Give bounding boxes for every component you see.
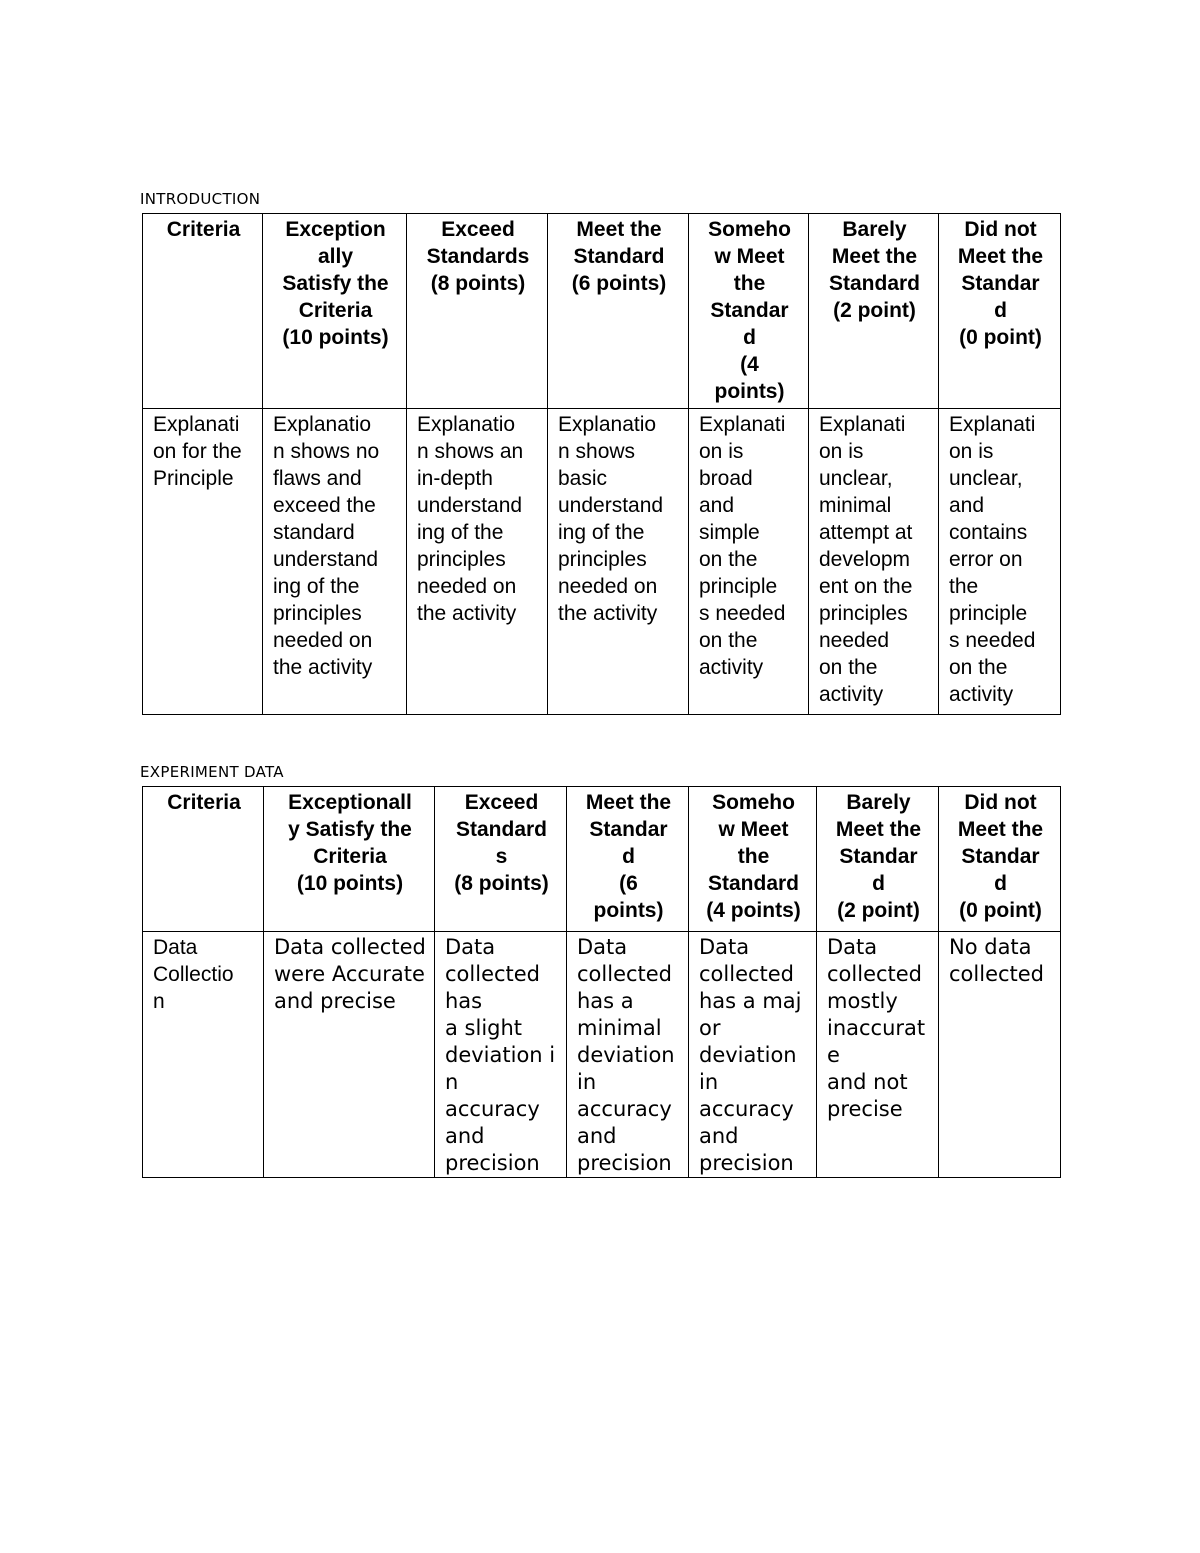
cell-text-line: broad — [699, 467, 753, 490]
cell-text-line: on the — [699, 548, 758, 571]
cell-text-line: Explanatio — [417, 413, 516, 436]
cell-text-line: and — [949, 494, 985, 517]
cell-text-line: unclear, — [949, 467, 1023, 490]
cell-text-line: Explanatio — [273, 413, 372, 436]
header-cell — [939, 787, 1061, 932]
cell-text-line: n shows — [558, 440, 636, 463]
cell-text-line: principle — [949, 602, 1028, 625]
cell-text-line: on is — [949, 440, 994, 463]
cell-text-line: Data — [153, 936, 198, 959]
cell-text-line: Meet the — [585, 791, 672, 814]
cell-text-line: collected — [949, 962, 1045, 986]
header-cell — [939, 214, 1061, 409]
cell-text-line: Data — [699, 935, 750, 959]
cell-text-line: n — [153, 990, 165, 1013]
table-cell — [264, 932, 435, 1178]
cell-text-line: needed on — [273, 629, 373, 652]
experiment-data-rubric-table — [142, 786, 1061, 1178]
cell-text-line: Explanati — [819, 413, 906, 436]
cell-text-line: needed — [819, 629, 890, 652]
table-cell — [435, 932, 567, 1178]
cell-text-line: Collectio — [153, 963, 234, 986]
cell-text-line: activity — [949, 683, 1014, 706]
cell-text-line: accuracy — [699, 1097, 794, 1121]
cell-text-line: and — [577, 1124, 617, 1148]
cell-text-line: (2 point) — [837, 899, 920, 922]
cell-text-line: on the — [819, 656, 878, 679]
cell-text-line: Satisfy the — [282, 272, 389, 295]
experiment-header-row — [143, 787, 1061, 932]
cell-text-line: Principle — [153, 467, 234, 490]
cell-text-line: mostly — [827, 989, 898, 1013]
cell-text-line: and not — [827, 1070, 908, 1094]
cell-text-line: understand — [273, 548, 379, 571]
cell-text-line: collected — [827, 962, 923, 986]
cell-text-line: on the — [699, 629, 758, 652]
cell-text-line: ally — [317, 245, 354, 268]
table-cell — [939, 409, 1061, 715]
cell-text-line: on is — [699, 440, 744, 463]
cell-text-line: and precise — [274, 989, 396, 1013]
cell-text-line: needed on — [558, 575, 658, 598]
cell-text-line: ing of the — [558, 521, 645, 544]
cell-text-line: simple — [699, 521, 760, 544]
cell-text-line: activity — [699, 656, 764, 679]
cell-text-line: activity — [819, 683, 884, 706]
cell-text-line: Did not — [964, 218, 1037, 241]
cell-text-line: understand — [417, 494, 523, 517]
cell-text-line: Explanatio — [558, 413, 657, 436]
cell-text-line: (10 points) — [282, 326, 389, 349]
cell-text-line: has a major — [699, 989, 802, 1040]
table-cell — [407, 409, 548, 715]
cell-text-line: Standar — [710, 299, 789, 322]
cell-text-line: Standar — [589, 818, 668, 841]
cell-text-line: principles — [417, 548, 506, 571]
cell-text-line: Meet the — [957, 245, 1044, 268]
cell-text-line: n shows no — [273, 440, 380, 463]
header-cell — [689, 787, 817, 932]
cell-text-line: principle — [699, 575, 778, 598]
cell-text-line: collected — [699, 962, 795, 986]
cell-text-line: Explanati — [949, 413, 1036, 436]
cell-text-line: Data — [577, 935, 628, 959]
cell-text-line: Barely — [846, 791, 911, 814]
cell-text-line: ing of the — [273, 575, 360, 598]
cell-text-line: Standard — [573, 245, 665, 268]
header-cell — [264, 787, 435, 932]
cell-text-line: Someho — [708, 218, 791, 241]
cell-text-line: has a — [577, 989, 634, 1013]
cell-text-line: attempt at — [819, 521, 913, 544]
cell-text-line: (6 — [619, 872, 638, 895]
table-cell — [817, 932, 939, 1178]
criteria-cell — [143, 932, 264, 1178]
cell-text-line: (8 points) — [454, 872, 549, 895]
cell-text-line: y Satisfy the — [288, 818, 412, 841]
cell-text-line: basic — [558, 467, 608, 490]
cell-text-line: (6 points) — [571, 272, 667, 295]
cell-text-line: s needed — [699, 602, 786, 625]
cell-text-line: s — [495, 845, 508, 868]
cell-text-line: Standard — [707, 872, 799, 895]
cell-text-line: on for the — [153, 440, 242, 463]
cell-text-line: d — [872, 872, 885, 895]
cell-text-line: on the — [949, 656, 1008, 679]
cell-text-line: the activity — [273, 656, 373, 679]
cell-text-line: Barely — [842, 218, 907, 241]
cell-text-line: collected — [577, 962, 673, 986]
header-cell — [263, 214, 407, 409]
cell-text-line: (2 point) — [833, 299, 916, 322]
cell-text-line: deviation in — [577, 1043, 675, 1094]
cell-text-line: deviation in — [699, 1043, 797, 1094]
header-cell — [407, 214, 548, 409]
cell-text-line: inaccurate — [827, 1016, 926, 1067]
header-cell — [809, 214, 939, 409]
cell-text-line: and — [699, 1124, 739, 1148]
cell-text-line: d — [994, 299, 1007, 322]
cell-text-line: (4 points) — [706, 899, 801, 922]
cell-text-line: and — [699, 494, 735, 517]
header-cell — [548, 214, 689, 409]
cell-text-line: understand — [558, 494, 664, 517]
cell-text-line: principles — [273, 602, 362, 625]
cell-text-line: accuracy — [577, 1097, 672, 1121]
cell-text-line: (8 points) — [430, 272, 526, 295]
cell-text-line: Explanati — [153, 413, 240, 436]
cell-text-line: the — [737, 845, 770, 868]
cell-text-line: Exceed — [441, 218, 515, 241]
cell-text-line: Standards — [426, 245, 530, 268]
cell-text-line: the activity — [417, 602, 517, 625]
table-cell — [689, 932, 817, 1178]
table-cell — [263, 409, 407, 715]
cell-text-line: Criteria — [166, 218, 241, 241]
cell-text-line: Explanati — [699, 413, 786, 436]
cell-text-line: error on — [949, 548, 1023, 571]
cell-text-line: minimal — [819, 494, 892, 517]
header-cell — [143, 787, 264, 932]
header-cell — [143, 214, 263, 409]
cell-text-line: d — [743, 326, 756, 349]
introduction-section-title: INTRODUCTION — [140, 190, 261, 208]
table-row — [143, 409, 1061, 715]
cell-text-line: were Accurate — [274, 962, 425, 986]
cell-text-line: Exceed — [464, 791, 539, 814]
table-row — [143, 932, 1061, 1178]
cell-text-line: Someho — [712, 791, 795, 814]
cell-text-line: (4 — [740, 353, 759, 376]
cell-text-line: flaws and — [273, 467, 362, 490]
cell-text-line: Meet the — [831, 245, 918, 268]
table-cell — [567, 932, 689, 1178]
cell-text-line: Meet the — [957, 818, 1044, 841]
introduction-rubric-table — [142, 213, 1061, 715]
cell-text-line: a slight — [445, 1016, 523, 1040]
header-cell — [567, 787, 689, 932]
cell-text-line: Data collected — [274, 935, 426, 959]
cell-text-line: Criteria — [298, 299, 373, 322]
introduction-header-row — [143, 214, 1061, 409]
cell-text-line: the — [949, 575, 979, 598]
cell-text-line: Criteria — [167, 791, 241, 814]
experiment-data-section-title: EXPERIMENT DATA — [140, 763, 284, 781]
cell-text-line: Exceptionall — [288, 791, 412, 814]
cell-text-line: developm — [819, 548, 911, 571]
cell-text-line: Standar — [961, 845, 1040, 868]
table-cell — [809, 409, 939, 715]
cell-text-line: points) — [593, 899, 664, 922]
cell-text-line: Standar — [839, 845, 918, 868]
cell-text-line: ent on the — [819, 575, 913, 598]
cell-text-line: the — [733, 272, 766, 295]
cell-text-line: contains — [949, 521, 1028, 544]
cell-text-line: Criteria — [313, 845, 387, 868]
cell-text-line: Standard — [828, 272, 920, 295]
cell-text-line: in-depth — [417, 467, 493, 490]
cell-text-line: points) — [714, 380, 785, 403]
cell-text-line: d — [994, 872, 1007, 895]
cell-text-line: accuracy and — [445, 1097, 540, 1148]
cell-text-line: the activity — [558, 602, 658, 625]
cell-text-line: precision — [699, 1151, 794, 1175]
cell-text-line: standard — [273, 521, 355, 544]
cell-text-line: unclear, — [819, 467, 893, 490]
cell-text-line: Did not — [964, 791, 1037, 814]
cell-text-line: principles — [558, 548, 647, 571]
cell-text-line: n shows an — [417, 440, 524, 463]
cell-text-line: Standar — [961, 272, 1040, 295]
cell-text-line: Meet the — [835, 818, 922, 841]
cell-text-line: w Meet — [718, 818, 789, 841]
cell-text-line: minimal — [577, 1016, 662, 1040]
criteria-cell — [143, 409, 263, 715]
cell-text-line: collected has — [445, 962, 541, 1013]
cell-text-line: exceed the — [273, 494, 376, 517]
table-cell — [689, 409, 809, 715]
cell-text-line: (10 points) — [296, 872, 404, 895]
header-cell — [689, 214, 809, 409]
cell-text-line: ing of the — [417, 521, 504, 544]
cell-text-line: w Meet — [714, 245, 785, 268]
cell-text-line: deviation in — [445, 1043, 556, 1094]
cell-text-line: No data — [949, 935, 1032, 959]
cell-text-line: needed on — [417, 575, 517, 598]
cell-text-line: (0 point) — [959, 326, 1042, 349]
cell-text-line: precision — [445, 1151, 540, 1175]
cell-text-line: precision — [577, 1151, 672, 1175]
header-cell — [817, 787, 939, 932]
cell-text-line: Data — [445, 935, 496, 959]
cell-text-line: Exception — [285, 218, 386, 241]
header-cell — [435, 787, 567, 932]
table-cell — [939, 932, 1061, 1178]
cell-text-line: d — [622, 845, 635, 868]
cell-text-line: Standard — [455, 818, 547, 841]
cell-text-line: principles — [819, 602, 908, 625]
cell-text-line: Meet the — [576, 218, 662, 241]
cell-text-line: on is — [819, 440, 864, 463]
cell-text-line: (0 point) — [959, 899, 1042, 922]
table-cell — [548, 409, 689, 715]
cell-text-line: Data — [827, 935, 878, 959]
cell-text-line: precise — [827, 1097, 903, 1121]
cell-text-line: s needed — [949, 629, 1036, 652]
